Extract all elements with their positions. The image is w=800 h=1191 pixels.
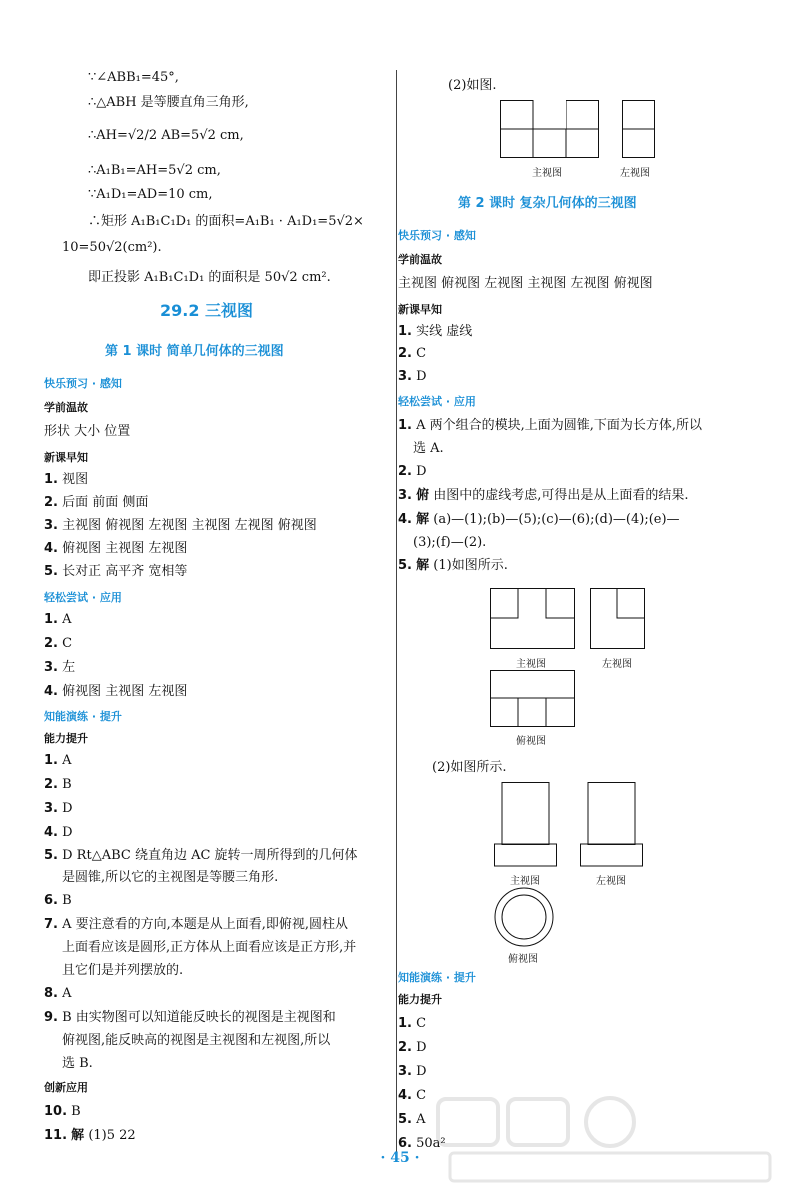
- answer-item: [44, 636, 72, 652]
- answer-item: [44, 753, 72, 769]
- answer-item: [44, 660, 75, 676]
- answer-item: [398, 1016, 426, 1032]
- item-text: B: [62, 893, 72, 908]
- section-heading: 快乐预习 · 感知: [44, 377, 122, 390]
- watermark-logo: [430, 1095, 790, 1185]
- figure-caption: 左视图: [620, 168, 650, 179]
- answer-item: [398, 369, 427, 385]
- item-number: 10.: [44, 1104, 68, 1119]
- item-text: D: [416, 464, 427, 479]
- figure-caption: 主视图: [510, 876, 540, 887]
- answer-item: [398, 488, 689, 504]
- top-view-figure-3: [493, 886, 555, 948]
- item-number: 3.: [398, 369, 412, 384]
- item-text: A 要注意看的方向,本题是从上面看,即俯视,圆柱从: [62, 917, 349, 932]
- watermark-graphic: [430, 1095, 790, 1185]
- item-text: 左: [62, 660, 76, 675]
- answer-line: 主视图 俯视图 左视图 主视图 左视图 俯视图: [398, 276, 653, 291]
- item-number: 4.: [44, 541, 58, 556]
- section-heading: 知能演练 · 提升: [44, 710, 122, 723]
- section-heading: 轻松尝试 · 应用: [398, 395, 476, 408]
- sub-heading: 创新应用: [44, 1081, 88, 1094]
- text-line: 选 B.: [62, 1056, 93, 1071]
- text-line: ∵A₁D₁=AD=10 cm,: [88, 187, 213, 202]
- item-text: 长对正 高平齐 宽相等: [62, 564, 188, 579]
- item-number: 3.: [398, 488, 412, 503]
- item-text: A: [62, 753, 72, 768]
- item-text: A: [62, 612, 72, 627]
- item-number: 1.: [398, 324, 412, 339]
- item-number: 5.: [398, 558, 412, 573]
- item-number: 6.: [44, 893, 58, 908]
- left-view-figure-2: [590, 588, 646, 650]
- text-line: 俯视图,能反映高的视图是主视图和左视图,所以: [62, 1033, 331, 1048]
- answer-item: [44, 518, 317, 534]
- item-text: 由图中的虚线考虑,可得出是从上面看的结果.: [429, 488, 689, 503]
- item-number: 1.: [44, 753, 58, 768]
- item-text: 50a²: [416, 1136, 446, 1151]
- item-number: 1.: [398, 418, 412, 433]
- item-number: 1.: [44, 472, 58, 487]
- answer-item: [44, 1104, 81, 1120]
- figure-caption: 左视图: [596, 876, 626, 887]
- front-view-figure-2: [490, 588, 576, 650]
- section-heading: 轻松尝试 · 应用: [44, 591, 122, 604]
- item-text: A 两个组合的模块,上面为圆锥,下面为长方体,所以: [416, 418, 703, 433]
- item-text: D: [62, 825, 73, 840]
- item-label: 俯: [416, 488, 430, 503]
- item-number: 3.: [398, 1064, 412, 1079]
- answer-item: [398, 1064, 427, 1080]
- item-number: 4.: [44, 825, 58, 840]
- answer-line: 形状 大小 位置: [44, 424, 131, 439]
- item-number: 3.: [44, 518, 58, 533]
- section-title: 29.2 三视图: [160, 301, 254, 320]
- item-label: 解: [416, 558, 430, 573]
- item-number: 4.: [44, 684, 58, 699]
- item-text: A: [62, 986, 72, 1001]
- answer-item: [44, 1010, 336, 1026]
- item-number: 1.: [44, 612, 58, 627]
- item-number: 2.: [398, 346, 412, 361]
- answer-item: [44, 684, 187, 700]
- item-number: 5.: [44, 848, 58, 863]
- item-text: B: [71, 1104, 81, 1119]
- answer-item: [44, 825, 73, 841]
- text-line: ∴矩形 A₁B₁C₁D₁ 的面积=A₁B₁ · A₁D₁=5√2×: [88, 214, 364, 229]
- answer-item: [44, 986, 72, 1002]
- answer-item: [44, 564, 187, 580]
- sub-heading: 学前温故: [44, 401, 88, 414]
- item-text: (1)如图所示.: [433, 558, 508, 573]
- answer-item: [44, 1128, 136, 1144]
- text-line: 即正投影 A₁B₁C₁D₁ 的面积是 50√2 cm².: [88, 270, 331, 285]
- answer-item: [398, 418, 702, 434]
- item-text: (1)5 22: [88, 1128, 136, 1143]
- answer-item: [398, 324, 472, 340]
- sub-heading: 新课早知: [44, 451, 88, 464]
- item-number: 2.: [398, 464, 412, 479]
- front-view-figure-1: [500, 100, 600, 160]
- page-number: · 45 ·: [380, 1150, 420, 1166]
- column-divider: [396, 70, 397, 1160]
- figure-caption: 主视图: [532, 168, 562, 179]
- item-number: 4.: [398, 1088, 412, 1103]
- answer-item: [44, 777, 72, 793]
- item-number: 8.: [44, 986, 58, 1001]
- item-text: D: [416, 369, 427, 384]
- item-text: B: [62, 777, 72, 792]
- text-line: (2)如图所示.: [432, 760, 507, 775]
- lesson-title: 第 1 课时 简单几何体的三视图: [105, 344, 284, 359]
- answer-item: [398, 558, 508, 574]
- text-line: (2)如图.: [448, 78, 497, 93]
- item-number: 7.: [44, 917, 58, 932]
- front-view-figure-3: [494, 782, 558, 868]
- text-line: 上面看应该是圆形,正方体从上面看应该是正方形,并: [62, 940, 357, 955]
- top-view-figure-2: [490, 670, 576, 728]
- item-text: 实线 虚线: [416, 324, 473, 339]
- answer-item: [44, 495, 148, 511]
- answer-item: [44, 848, 358, 864]
- left-view-figure-3: [580, 782, 644, 868]
- figure-caption: 俯视图: [516, 736, 546, 747]
- answer-item: [398, 346, 426, 362]
- text-line: (3);(f)—(2).: [413, 535, 487, 550]
- answer-item: [398, 464, 427, 480]
- item-number: 2.: [398, 1040, 412, 1055]
- item-text: A: [416, 1112, 426, 1127]
- item-text: 俯视图 主视图 左视图: [62, 684, 188, 699]
- item-number: 3.: [44, 660, 58, 675]
- lesson-title: 第 2 课时 复杂几何体的三视图: [458, 196, 637, 211]
- item-number: 3.: [44, 801, 58, 816]
- figure-caption: 俯视图: [508, 954, 538, 965]
- text-line: ∴AH=√2/2 AB=5√2 cm,: [88, 128, 244, 143]
- item-text: D: [62, 801, 73, 816]
- sub-heading: 能力提升: [398, 993, 442, 1006]
- sub-heading: 学前温故: [398, 253, 442, 266]
- item-number: 2.: [44, 777, 58, 792]
- answer-item: [398, 1040, 427, 1056]
- item-number: 11.: [44, 1128, 68, 1143]
- item-number: 2.: [44, 636, 58, 651]
- item-number: 4.: [398, 512, 412, 527]
- answer-item: [398, 1088, 426, 1104]
- answer-item: [398, 1112, 426, 1128]
- item-text: 视图: [62, 472, 89, 487]
- item-text: C: [416, 1016, 427, 1031]
- figure-caption: 左视图: [602, 659, 632, 670]
- text-line: ∴△ABH 是等腰直角三角形,: [88, 95, 249, 110]
- item-text: (a)—(1);(b)—(5);(c)—(6);(d)—(4);(e)—: [433, 512, 680, 527]
- left-view-figure-1: [622, 100, 656, 160]
- text-line: 是圆锥,所以它的主视图是等腰三角形.: [62, 870, 279, 885]
- answer-item: [44, 917, 348, 933]
- figure-caption: 主视图: [516, 659, 546, 670]
- answer-item: [44, 541, 187, 557]
- item-number: 5.: [398, 1112, 412, 1127]
- item-text: D Rt△ABC 绕直角边 AC 旋转一周所得到的几何体: [62, 848, 358, 863]
- item-text: C: [416, 346, 427, 361]
- item-number: 5.: [44, 564, 58, 579]
- sub-heading: 能力提升: [44, 732, 88, 745]
- item-text: D: [416, 1040, 427, 1055]
- text-line: 且它们是并列摆放的.: [62, 963, 184, 978]
- answer-item: [44, 472, 88, 488]
- item-text: C: [416, 1088, 427, 1103]
- sub-heading: 新课早知: [398, 303, 442, 316]
- item-text: C: [62, 636, 73, 651]
- item-number: 6.: [398, 1136, 412, 1151]
- answer-item: [44, 612, 72, 628]
- item-text: 主视图 俯视图 左视图 主视图 左视图 俯视图: [62, 518, 317, 533]
- item-text: D: [416, 1064, 427, 1079]
- item-label: 解: [416, 512, 430, 527]
- answer-item: [44, 893, 72, 909]
- item-number: 9.: [44, 1010, 58, 1025]
- text-line: 选 A.: [413, 441, 444, 456]
- answer-item: [44, 801, 73, 817]
- answer-item: [398, 512, 680, 528]
- text-line: ∵∠ABB₁=45°,: [88, 70, 179, 85]
- item-number: 1.: [398, 1016, 412, 1031]
- text-line: 10=50√2(cm²).: [62, 240, 162, 255]
- item-text: B 由实物图可以知道能反映长的视图是主视图和: [62, 1010, 336, 1025]
- item-text: 后面 前面 侧面: [62, 495, 149, 510]
- section-heading: 快乐预习 · 感知: [398, 229, 476, 242]
- item-number: 2.: [44, 495, 58, 510]
- section-heading: 知能演练 · 提升: [398, 971, 476, 984]
- item-label: 解: [71, 1128, 85, 1143]
- item-text: 俯视图 主视图 左视图: [62, 541, 188, 556]
- text-line: ∴A₁B₁=AH=5√2 cm,: [88, 163, 221, 178]
